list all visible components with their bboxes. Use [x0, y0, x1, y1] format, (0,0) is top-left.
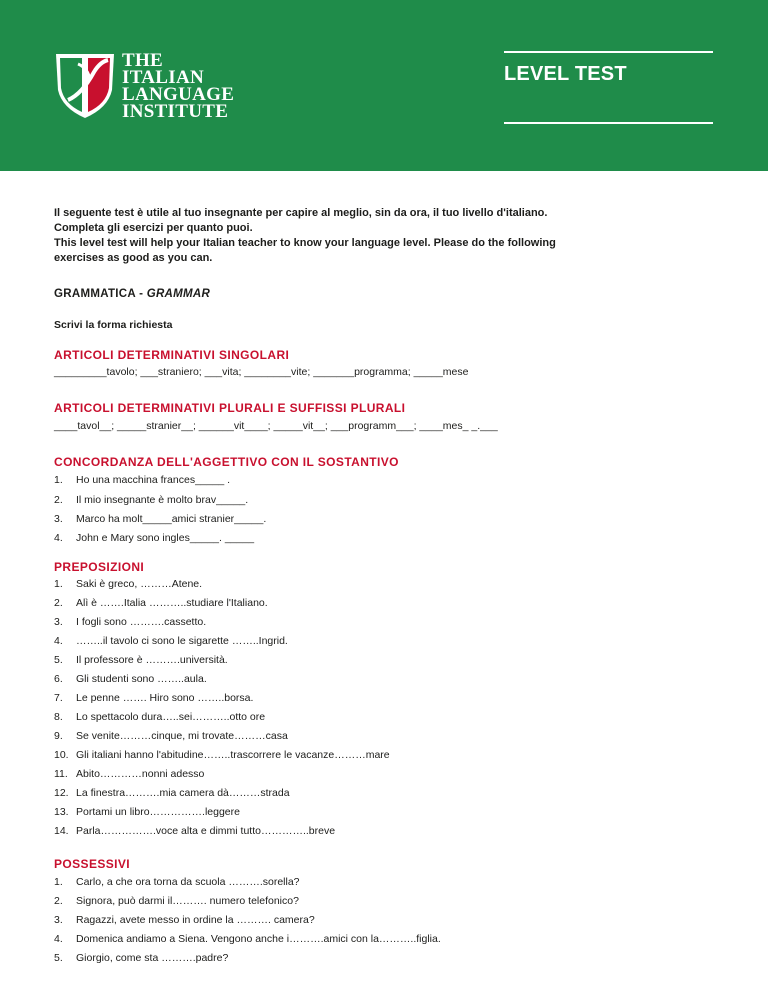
list-item: 5. Giorgio, come sta ……….padre?: [54, 952, 229, 964]
exercise-articoli-plurali: ____tavol__; _____stranier__; ______vit____; _____vit__; ___programm___; ____mes_ _.___: [54, 420, 498, 432]
list-item: 5. Il professore è ……….università.: [54, 654, 228, 666]
list-item: 7. Le penne ……. Hiro sono ……..borsa.: [54, 692, 254, 704]
list-item: 3. Ragazzi, avete messo in ordine la ………. camera?: [54, 914, 315, 926]
section-title-concordanza: CONCORDANZA DELL'AGGETTIVO CON IL SOSTANTIVO: [54, 455, 399, 469]
list-item: 4. John e Mary sono ingles_____. _____: [54, 532, 255, 544]
institute-logo-icon: [54, 50, 116, 120]
title-rule-top: [504, 51, 713, 53]
list-item: 11. Abito…………nonni adesso: [54, 768, 205, 780]
list-item: 10. Gli italiani hanno l'abitudine……..trascorrere le vacanze………mare: [54, 749, 390, 761]
section-title-articoli-singolari: ARTICOLI DETERMINATIVI SINGOLARI: [54, 348, 290, 362]
list-item: 2. Signora, può darmi il………. numero telefonico?: [54, 895, 299, 907]
institute-logo-text: THE ITALIAN LANGUAGE INSTITUTE: [122, 50, 235, 122]
grammar-heading: GRAMMATICA - GRAMMAR: [54, 288, 211, 300]
list-item: 2. Il mio insegnante è molto brav_____.: [54, 494, 249, 506]
section-title-articoli-plurali: ARTICOLI DETERMINATIVI PLURALI E SUFFISSI PLURALI: [54, 401, 406, 415]
list-item: 8. Lo spettacolo dura…..sei………..otto ore: [54, 711, 266, 723]
title-rule-bottom: [504, 122, 713, 124]
list-item: 3. I fogli sono ……….cassetto.: [54, 616, 207, 628]
list-item: 6. Gli studenti sono ……..aula.: [54, 673, 207, 685]
list-item: 3. Marco ha molt_____amici stranier_____.: [54, 513, 267, 525]
header-banner: [0, 0, 768, 171]
section-title-preposizioni: PREPOSIZIONI: [54, 560, 145, 574]
page-title: LEVEL TEST: [504, 63, 627, 85]
list-item: 12. La finestra……….mia camera dà………strada: [54, 787, 290, 799]
list-item: 13. Portami un libro…………….leggere: [54, 806, 240, 818]
intro-paragraph: Il seguente test è utile al tuo insegnante per capire al meglio, sin da ora, il tuo livello d'italiano. Completa gli esercizi per quanto puoi. This level test will help your Italian teacher to know your language level. Please do the following exercises as good as you can.: [54, 207, 556, 264]
list-item: 9. Se venite………cinque, mi trovate………casa: [54, 730, 288, 742]
list-item: 14. Parla…………….voce alta e dimmi tutto…………..breve: [54, 825, 336, 837]
list-item: 1. Saki è greco, ………Atene.: [54, 578, 203, 590]
list-item: 1. Ho una macchina frances_____ .: [54, 474, 231, 486]
section-title-possessivi: POSSESSIVI: [54, 857, 131, 871]
list-item: 2. Alì è …….Italia ………..studiare l'Italiano.: [54, 597, 268, 609]
list-item: 4. ……..il tavolo ci sono le sigarette ……..Ingrid.: [54, 635, 288, 647]
list-item: 1. Carlo, a che ora torna da scuola ……….sorella?: [54, 876, 300, 888]
instruction-text: Scrivi la forma richiesta: [54, 319, 173, 331]
exercise-articoli-singolari: _________tavolo; ___straniero; ___vita; ________vite; _______programma; _____mese: [54, 366, 469, 378]
list-item: 4. Domenica andiamo a Siena. Vengono anche i……….amici con la………..figlia.: [54, 933, 441, 945]
